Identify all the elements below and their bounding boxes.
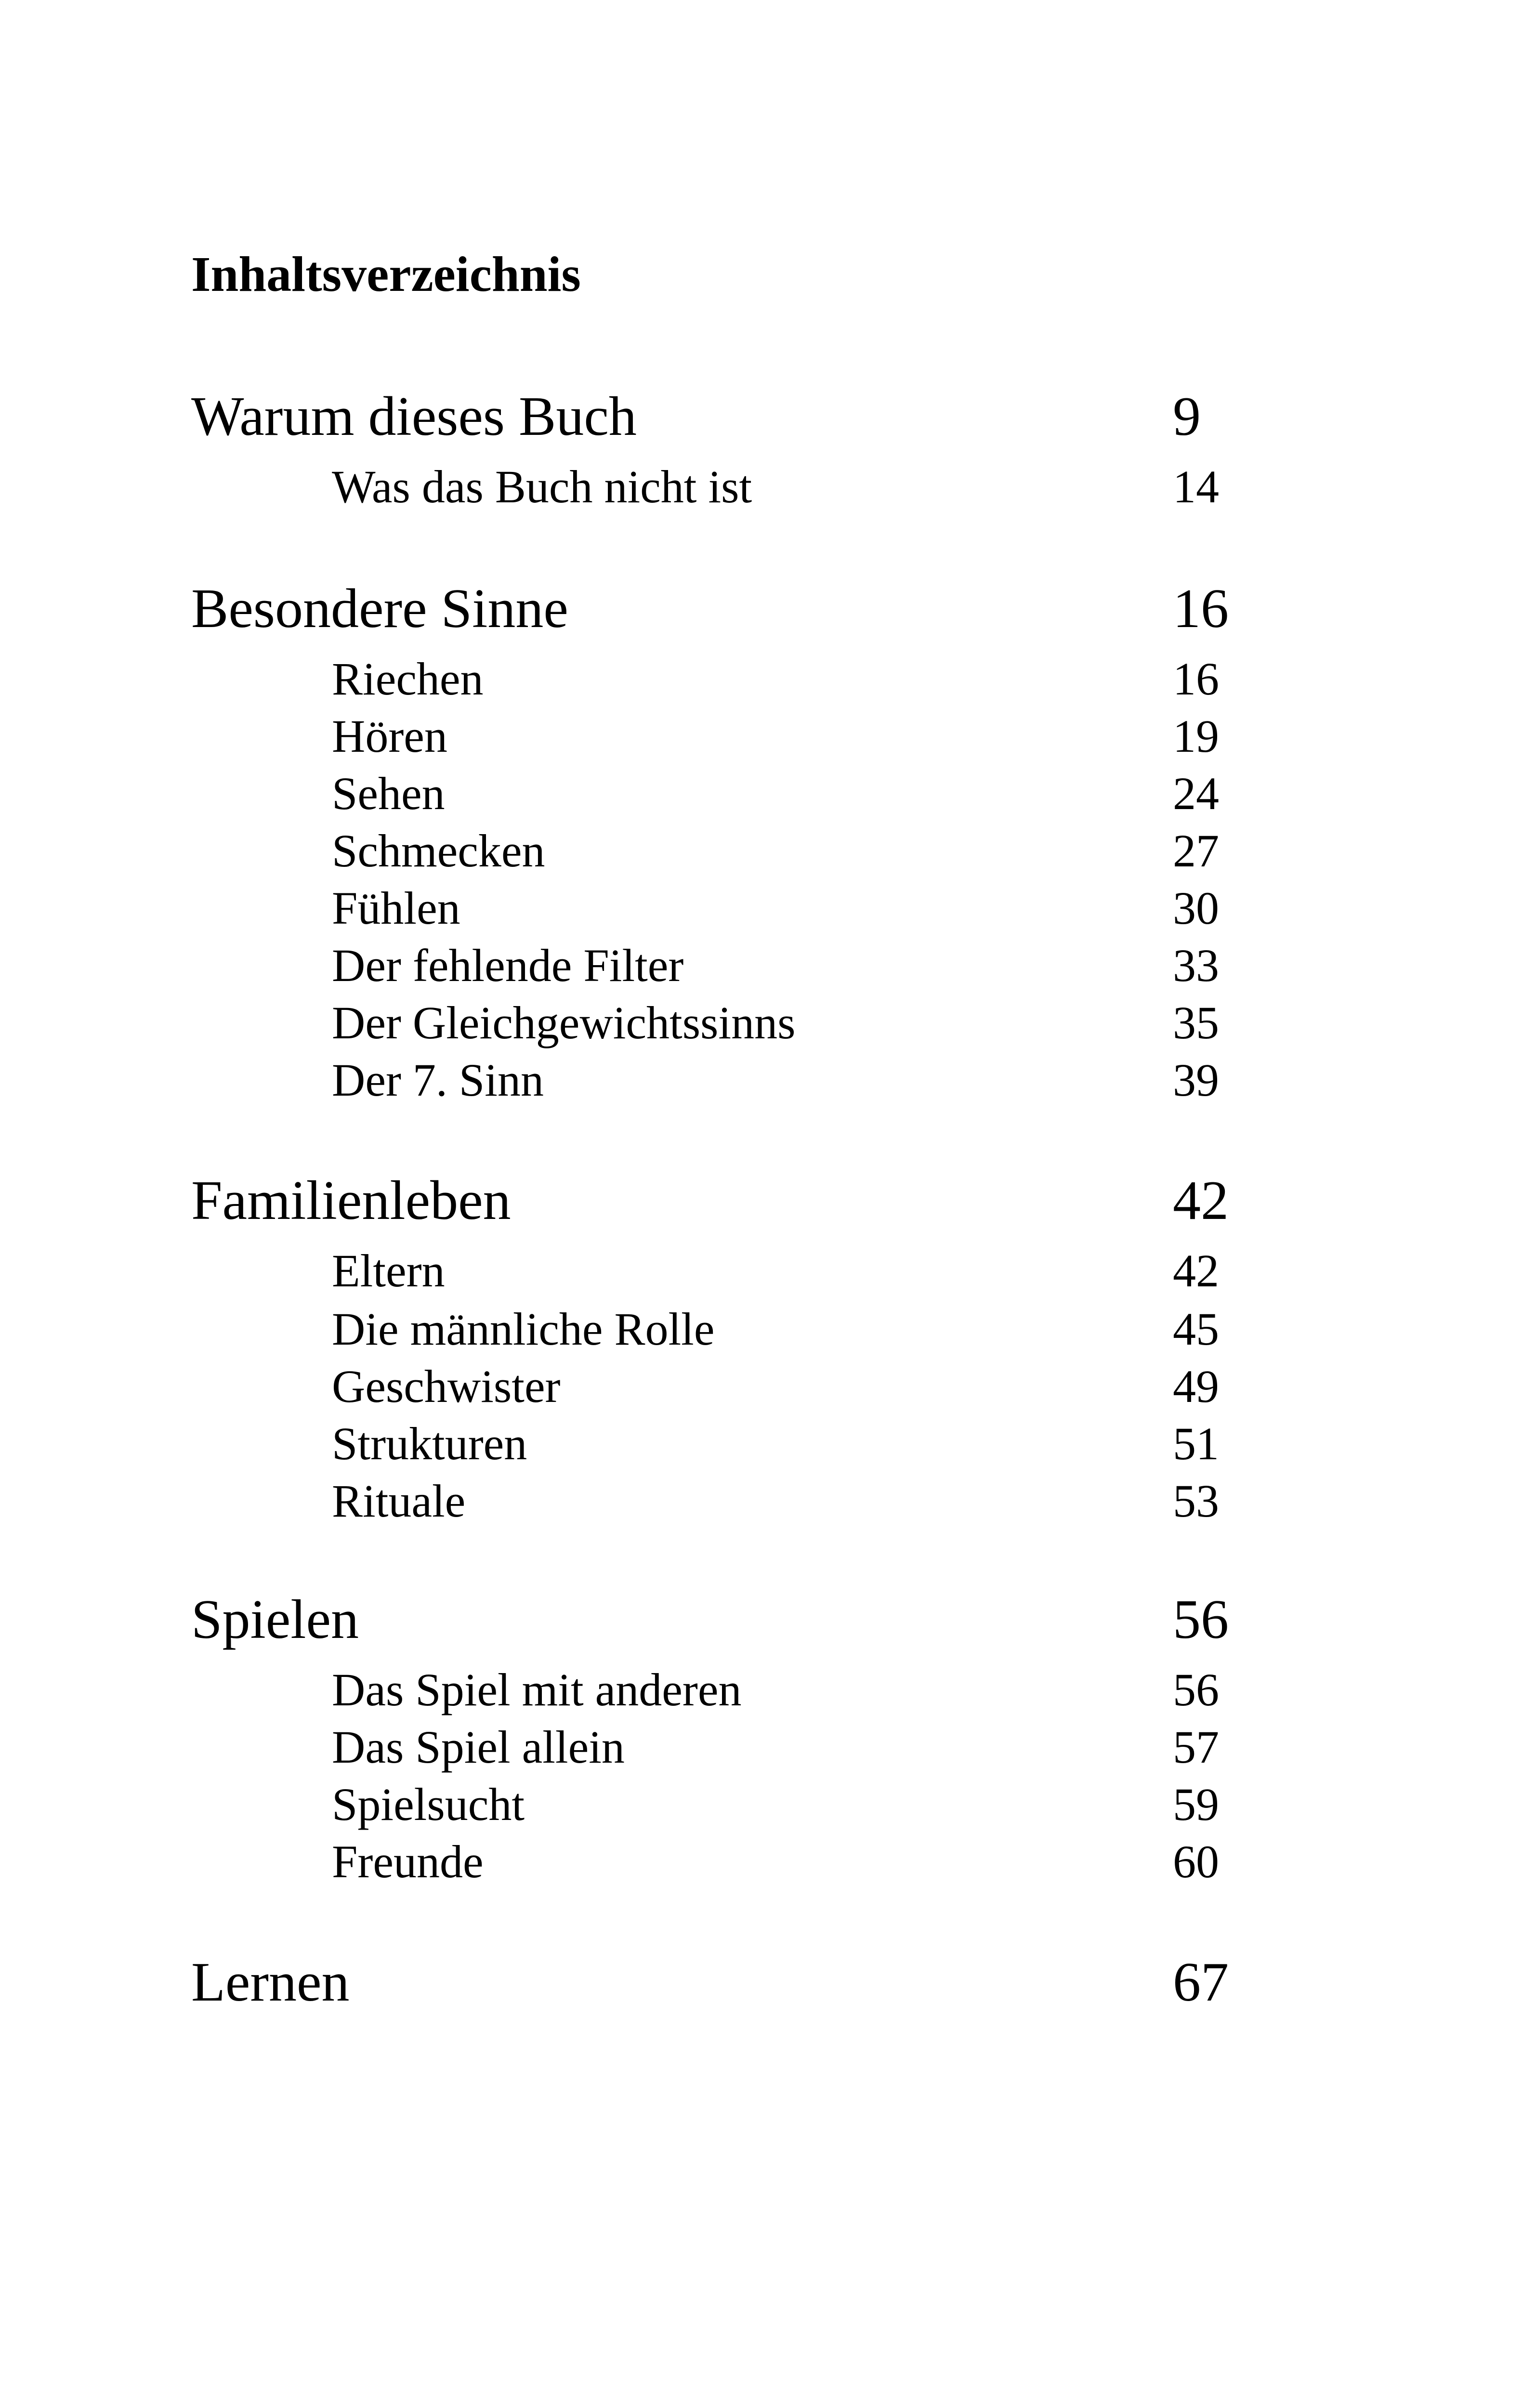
- toc-section-title: Sehen: [332, 768, 445, 819]
- toc-section-title: Hören: [332, 710, 447, 762]
- toc-section-page: 59: [1173, 1779, 1219, 1830]
- toc-section-page: 45: [1173, 1303, 1219, 1355]
- toc-section-page: 60: [1173, 1836, 1219, 1887]
- toc-chapter-title: Spielen: [191, 1589, 359, 1650]
- toc-section-title: Riechen: [332, 653, 484, 705]
- toc-chapter-page: 42: [1173, 1170, 1229, 1231]
- toc-section-title: Fühlen: [332, 882, 460, 934]
- toc-chapter-title: Lernen: [191, 1951, 350, 2013]
- toc-section-page: 30: [1173, 882, 1219, 934]
- toc-section-page: 51: [1173, 1418, 1219, 1469]
- toc-section-title: Eltern: [332, 1245, 445, 1296]
- toc-chapter-page: 16: [1173, 578, 1229, 640]
- toc-section-page: 39: [1173, 1054, 1219, 1106]
- toc-section-title: Schmecken: [332, 825, 545, 877]
- toc-title: Inhaltsverzeichnis: [191, 247, 581, 302]
- toc-section-title: Das Spiel mit anderen: [332, 1664, 742, 1715]
- toc-section-title: Spielsucht: [332, 1779, 525, 1830]
- toc-section-page: 42: [1173, 1245, 1219, 1296]
- toc-section-title: Der Gleichgewichtssinns: [332, 997, 796, 1048]
- toc-section-page: 53: [1173, 1475, 1219, 1527]
- toc-section-page: 49: [1173, 1361, 1219, 1412]
- toc-chapter-title: Besondere Sinne: [191, 578, 568, 640]
- toc-section-page: 57: [1173, 1721, 1219, 1773]
- toc-section-page: 14: [1173, 461, 1219, 512]
- toc-section-title: Geschwister: [332, 1361, 561, 1412]
- toc-section-title: Der 7. Sinn: [332, 1054, 544, 1106]
- toc-section-page: 27: [1173, 825, 1219, 877]
- toc-section-title: Freunde: [332, 1836, 484, 1887]
- toc-section-page: 16: [1173, 653, 1219, 705]
- toc-section-page: 35: [1173, 997, 1219, 1048]
- toc-section-title: Das Spiel allein: [332, 1721, 625, 1773]
- toc-section-title: Was das Buch nicht ist: [332, 461, 752, 512]
- toc-chapter-page: 9: [1173, 386, 1201, 447]
- toc-section-title: Rituale: [332, 1475, 466, 1527]
- toc-section-page: 19: [1173, 710, 1219, 762]
- toc-chapter-title: Warum dieses Buch: [191, 386, 637, 447]
- toc-section-page: 24: [1173, 768, 1219, 819]
- toc-section-page: 56: [1173, 1664, 1219, 1715]
- toc-chapter-page: 56: [1173, 1589, 1229, 1650]
- toc-section-title: Der fehlende Filter: [332, 940, 684, 991]
- toc-section-page: 33: [1173, 940, 1219, 991]
- toc-section-title: Strukturen: [332, 1418, 527, 1469]
- toc-section-title: Die männliche Rolle: [332, 1303, 715, 1355]
- toc-chapter-page: 67: [1173, 1951, 1229, 2013]
- toc-chapter-title: Familienleben: [191, 1170, 511, 1231]
